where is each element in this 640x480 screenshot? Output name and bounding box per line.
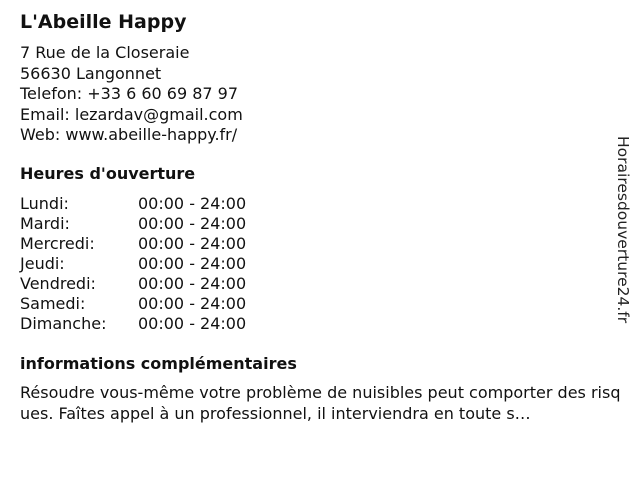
phone-number[interactable]: Telefon: +33 6 60 69 87 97 <box>20 84 239 103</box>
day-label: Lundi: <box>20 194 69 213</box>
hours-row-saturday <box>20 294 280 314</box>
hours-value: 00:00 - 24:00 <box>138 234 247 253</box>
hours-row-tuesday <box>20 214 280 234</box>
hours-row-sunday <box>20 314 280 334</box>
email-address[interactable]: Email: lezardav@gmail.com <box>20 104 243 124</box>
address-city: 56630 Langonnet <box>20 63 162 83</box>
opening-hours-heading: Heures d'ouverture <box>20 164 196 183</box>
day-label: Jeudi: <box>20 254 65 273</box>
opening-hours-table <box>20 194 280 334</box>
additional-info-heading: informations complémentaires <box>20 354 297 373</box>
day-label: Mercredi: <box>20 234 95 253</box>
contact-block <box>20 43 243 146</box>
hours-row-friday <box>20 274 280 294</box>
day-label: Vendredi: <box>20 274 96 293</box>
hours-row-thursday <box>20 254 280 274</box>
hours-value: 00:00 - 24:00 <box>138 214 247 233</box>
hours-row-wednesday <box>20 234 280 254</box>
hours-value: 00:00 - 24:00 <box>138 294 247 313</box>
hours-value: 00:00 - 24:00 <box>138 254 247 273</box>
address-street: 7 Rue de la Closeraie <box>20 43 190 62</box>
website-link[interactable]: Web: www.abeille-happy.fr/ <box>20 125 238 144</box>
site-watermark: Horairesdouverture24.fr <box>614 136 632 324</box>
hours-row-monday <box>20 194 280 214</box>
hours-value: 00:00 - 24:00 <box>138 274 247 293</box>
additional-info-text: Résoudre vous-même votre problème de nuisibles peut comporter des risques. Faîtes appel à un professionnel, il interviendra en toute s… <box>20 383 621 423</box>
business-name: L'Abeille Happy <box>20 11 187 33</box>
day-label: Mardi: <box>20 214 70 233</box>
day-label: Dimanche: <box>20 314 107 333</box>
day-label: Samedi: <box>20 294 86 313</box>
hours-value: 00:00 - 24:00 <box>138 194 247 213</box>
hours-value: 00:00 - 24:00 <box>138 314 247 333</box>
